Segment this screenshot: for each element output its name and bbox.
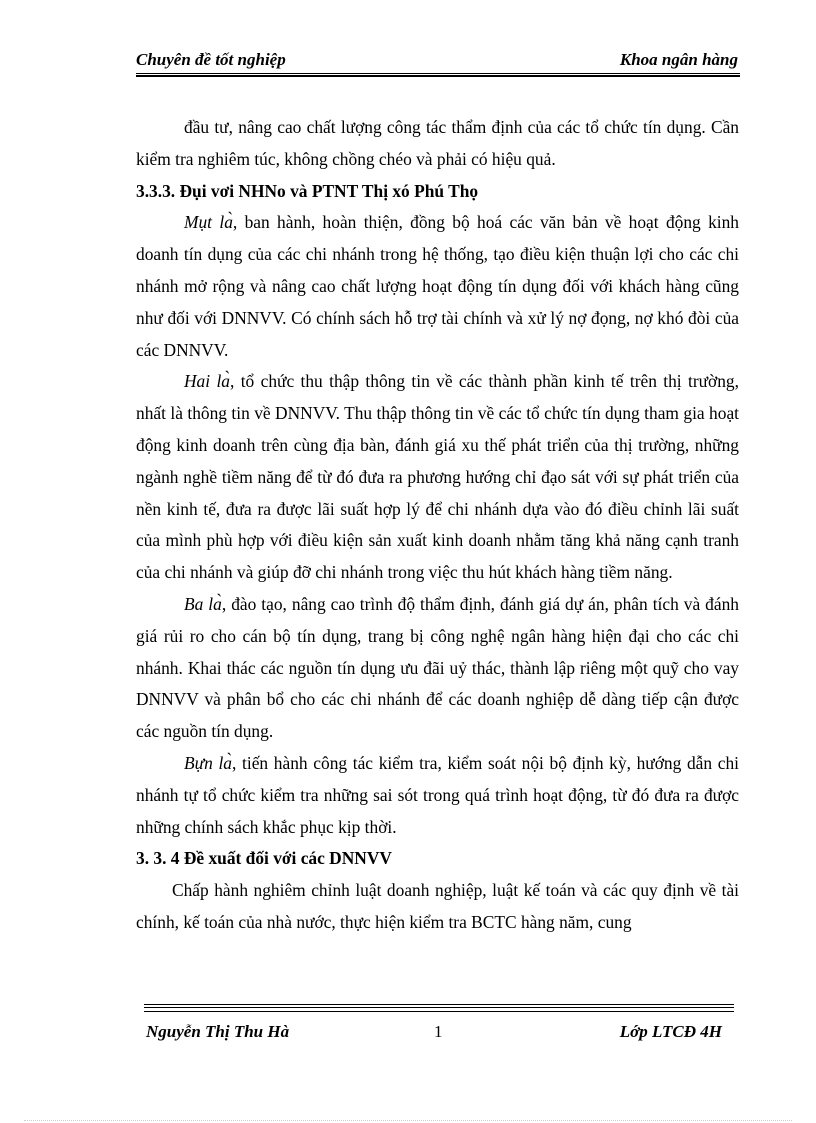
page-number: 1 bbox=[434, 1022, 443, 1041]
document-body bbox=[136, 112, 739, 939]
paragraph-text-first: ban hành, hoàn thiện, đồng bộ hoá các văn bản về hoạt động kinh doanh tín dụng của các chi nhánh trong hệ thống, tạo điều kiện thuận lợi cho các chi nhánh mở rộng và nâng cao chất lượng hoạt động tín dụng đối với khách hàng cũng như đối với DNNVV. Có chính sách hỗ trợ tài chính và xử lý nợ đọng, nợ khó đòi của các DNNVV. bbox=[136, 212, 739, 360]
header-department: Khoa ngân hàng bbox=[619, 50, 738, 69]
footer-divider bbox=[144, 1004, 734, 1012]
footer-author: Nguyễn Thị Thu Hà bbox=[146, 1022, 290, 1041]
paragraph-text-third: đào tạo, nâng cao trình độ thẩm định, đánh giá dự án, phân tích và đánh giá rủi ro cho cán bộ tín dụng, trang bị công nghệ ngân hàng hiện đại cho các chi nhánh. Khai thác các nguồn tín dụng ưu đãi uỷ thác, thành lập riêng một quỹ cho vay DNNVV và phân bổ cho các chi nhánh để các doanh nghiệp dễ dàng tiếp cận được các nguồn tín dụng. bbox=[136, 593, 739, 742]
section-heading-3-3-4: 3. 3. 4 Đề xuất đối với các DNNVV bbox=[136, 848, 392, 869]
paragraph-lead-third: Ba la bbox=[184, 593, 222, 614]
page-footer bbox=[146, 1022, 722, 1046]
paragraph-fourth: Bựn là, tiến hành công tác kiểm tra, kiểm soát nội bộ định kỳ, hướng dẫn chi nhánh tự tổ chức kiểm tra những sai sót trong quá trình hoạt động, từ đó đưa ra được những chính sách khắc phục kịp thời. bbox=[136, 752, 740, 837]
page-edge-divider bbox=[24, 1120, 792, 1121]
paragraph-intro: đầu tư, nâng cao chất lượng công tác thẩm định của các tổ chức tín dụng. Cần kiểm tra nghiêm túc, không chồng chéo và phải có hiệu quả. bbox=[136, 117, 739, 169]
header-divider bbox=[136, 73, 740, 77]
footer-class: Lớp LTCĐ 4H bbox=[619, 1022, 722, 1041]
paragraph-third: Ba là, đào tạo, nâng cao trình độ thẩm định, đánh giá dự án, phân tích và đánh giá rủi ro cho cán bộ tín dụng, trang bị công nghệ ngân hàng hiện đại cho các chi nhánh. Khai thác các nguồn tín dụng ưu đãi uỷ thác, thành lập riêng một quỹ cho vay DNNVV và phân bổ cho các chi nhánh để các doanh nghiệp dễ dàng tiếp cận được các nguồn tín dụng. bbox=[136, 593, 739, 742]
paragraph-proposal: Chấp hành nghiêm chỉnh luật doanh nghiệp, luật kế toán và các quy định về tài chính, kế toán của nhà nước, thực hiện kiểm tra BCTC hàng năm, cung bbox=[136, 880, 739, 932]
paragraph-lead-fourth: Bựn la bbox=[184, 752, 233, 773]
paragraph-text-fourth: tiến hành công tác kiểm tra, kiểm soát nội bộ định kỳ, hướng dẫn chi nhánh tự tổ chức kiểm tra những sai sót trong quá trình hoạt động, từ đó đưa ra được những chính sách khắc phục kịp thời. bbox=[136, 752, 740, 837]
paragraph-first: Mụt là, ban hành, hoàn thiện, đồng bộ hoá các văn bản về hoạt động kinh doanh tín dụng của các chi nhánh trong hệ thống, tạo điều kiện thuận lợi cho các chi nhánh mở rộng và nâng cao chất lượng hoạt động tín dụng đối với khách hàng cũng như đối với DNNVV. Có chính sách hỗ trợ tài chính và xử lý nợ đọng, nợ khó đòi của các DNNVV. bbox=[136, 212, 739, 360]
header-title: Chuyên đề tốt nghiệp bbox=[136, 50, 286, 69]
page-header bbox=[136, 48, 738, 72]
paragraph-text-second: tổ chức thu thập thông tin về các thành phần kinh tế trên thị trường, nhất là thông tin về DNNVV. Thu thập thông tin về các tổ chức tín dụng tham gia hoạt động kinh doanh trên cùng địa bàn, đánh giá xu thế phát triển của thị trường, những ngành nghề tiềm năng để từ đó đưa ra phương hướng chỉ đạo sát với sự phát triển của nền kinh tế, đưa ra được lãi suất hợp lý để chi nhánh dựa vào đó điều chỉnh lãi suất của mình phù hợp với điều kiện sản xuất kinh doanh nhằm tăng khả năng cạnh tranh của chi nhánh và giúp đỡ chi nhánh trong việc thu hút khách hàng tiềm năng. bbox=[136, 371, 739, 583]
section-heading-3-3-3: 3.3.3. Đụi vơi NHNo và PTNT Thị xó Phú Thọ bbox=[136, 180, 479, 201]
paragraph-lead-first: Mụt la bbox=[184, 212, 233, 233]
paragraph-lead-second: Hai la bbox=[184, 371, 230, 392]
paragraph-second: Hai là, tổ chức thu thập thông tin về các thành phần kinh tế trên thị trường, nhất là thông tin về DNNVV. Thu thập thông tin về các tổ chức tín dụng tham gia hoạt động kinh doanh trên cùng địa bàn, đánh giá xu thế phát triển của thị trường, những ngành nghề tiềm năng để từ đó đưa ra phương hướng chỉ đạo sát với sự phát triển của nền kinh tế, đưa ra được lãi suất hợp lý để chi nhánh dựa vào đó điều chỉnh lãi suất của mình phù hợp với điều kiện sản xuất kinh doanh nhằm tăng khả năng cạnh tranh của chi nhánh và giúp đỡ chi nhánh trong việc thu hút khách hàng tiềm năng. bbox=[136, 371, 739, 583]
